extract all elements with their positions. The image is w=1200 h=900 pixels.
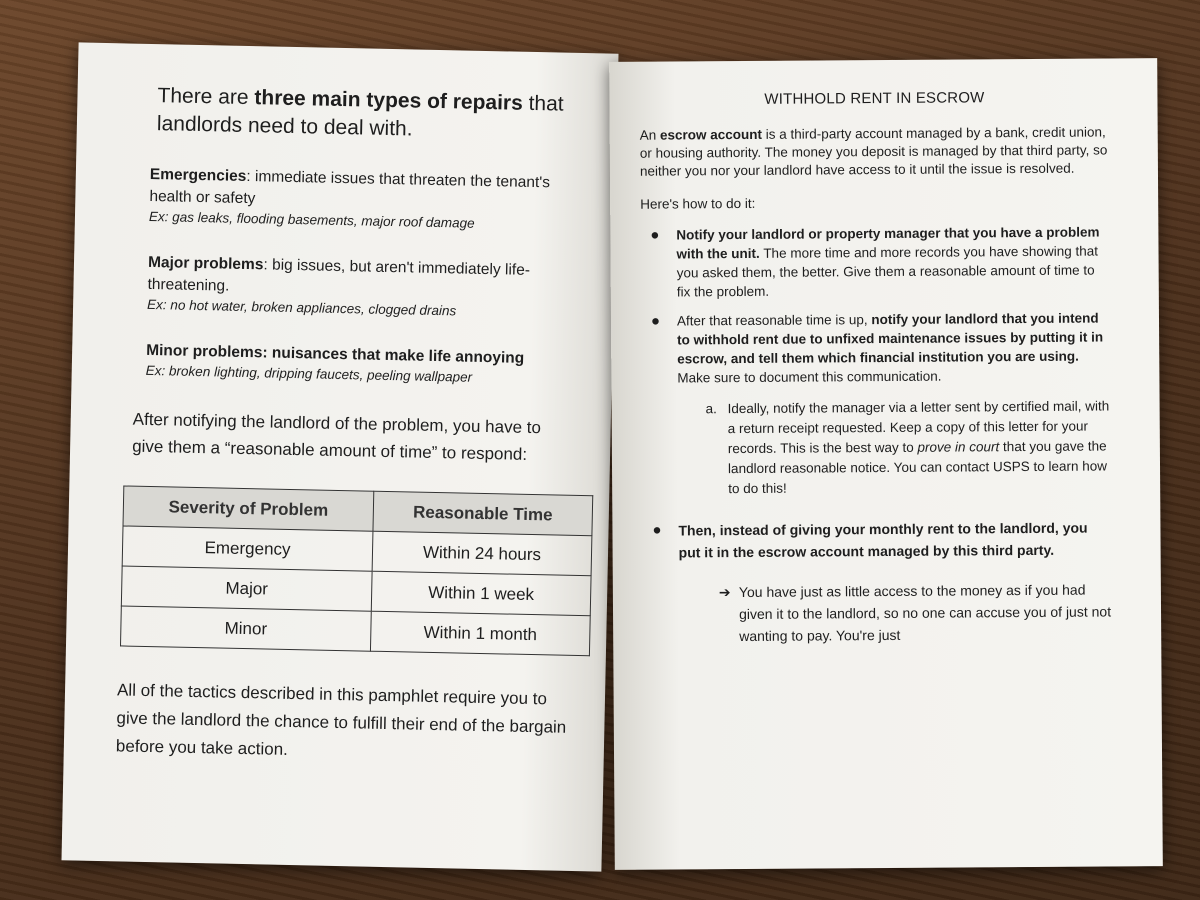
repair-type-emergencies — [149, 164, 578, 235]
repair-type-example: Ex: broken lighting, dripping faucets, peeling wallpaper — [145, 362, 473, 385]
table-cell: Within 24 hours — [372, 531, 592, 576]
repair-type-name: Emergencies — [149, 165, 247, 185]
list-item — [641, 308, 1112, 387]
table-header: Severity of Problem — [123, 486, 374, 531]
bullet-bold: notify your landlord that you intend to withhold rent due to unfixed maintenance issues by putting it in escrow, and tell them which financial institution you are using. — [677, 310, 1104, 367]
repair-type-major — [147, 252, 576, 323]
bullet-bold: Then, instead of giving your monthly rent to the landlord, you put it in the escrow account managed by this third party. — [678, 519, 1088, 561]
table-cell: Minor — [120, 606, 371, 651]
list-item — [642, 516, 1112, 563]
sub-item-text-italic: prove in court — [917, 439, 1000, 455]
intro-bold-term: escrow account — [659, 126, 763, 143]
how-to-label: Here's how to do it: — [640, 195, 756, 212]
left-page — [61, 42, 618, 871]
sub-item-marker: a. — [705, 401, 717, 417]
heading-text-bold: three main types of repairs — [254, 86, 524, 115]
table-cell: Within 1 month — [370, 611, 590, 656]
table-cell: Within 1 week — [371, 571, 591, 616]
bullet-bold: Notify your landlord or property manager that you have a problem with the unit. — [676, 224, 1100, 262]
intro-pre: An — [639, 127, 661, 143]
bullet-dot-icon: ● — [650, 226, 660, 244]
repair-type-example: Ex: gas leaks, flooding basements, major roof damage — [148, 208, 475, 231]
closing-paragraph: All of the tactics described in this pamphlet require you to give the landlord the chance to fulfill their end of the bargain before you take action. — [115, 680, 567, 759]
reasonable-time-table — [120, 485, 593, 656]
left-page-content — [115, 82, 580, 770]
list-item — [640, 222, 1111, 301]
escrow-intro — [640, 123, 1110, 180]
repair-type-desc: : immediate issues that threaten the tenant's health or safety — [149, 167, 551, 208]
repair-type-desc: : big issues, but aren't immediately life-threatening. — [147, 256, 531, 295]
sub-item-text-post: that you gave the landlord reasonable notice. You can contact USPS to learn how to do this! — [727, 438, 1108, 497]
arrow-item-text: You have just as little access to the money as if you had given it to the landlord, so no one can accuse you of just not wanting to pay. You're just — [738, 581, 1112, 645]
table-header: Reasonable Time — [373, 491, 593, 536]
notify-paragraph: After notifying the landlord of the problem, you have to give them a “reasonable amount of time” to respond: — [131, 409, 542, 464]
repair-type-example: Ex: no hot water, broken appliances, clogged drains — [146, 296, 457, 319]
repair-type-name: Minor problems: nuisances that make life annoying — [146, 341, 525, 367]
arrow-list-item — [643, 578, 1113, 647]
heading-text-post: that landlords need to deal with. — [156, 91, 564, 141]
bullet-post: The more time and more records you have showing that you asked them, the better. Give them a reasonable amount of time to fix the problem. — [676, 243, 1099, 300]
bullet-pre: After that reasonable time is up, — [676, 312, 872, 329]
bullet-dot-icon: ● — [652, 521, 662, 539]
intro-post: is a third-party account managed by a bank, credit union, or housing authority. The money you deposit is managed by that third party, so neither you nor your landlord have access to it until the issue is resolved. — [639, 124, 1108, 179]
bullet-post: Make sure to document this communication. — [677, 368, 942, 386]
arrow-right-icon: ➔ — [718, 584, 731, 601]
repair-type-name: Major problems — [147, 253, 264, 274]
section-title: WITHHOLD RENT IN ESCROW — [764, 89, 985, 108]
sub-item-text-pre: Ideally, notify the manager via a letter sent by certified mail, with a return receipt requested. Keep a copy of this letter for your records. This is the best way to — [727, 398, 1110, 457]
table-cell: Major — [121, 566, 372, 611]
sub-list-item — [642, 396, 1113, 499]
heading-text-pre: There are — [157, 84, 255, 110]
right-page — [609, 58, 1163, 870]
repair-type-minor — [146, 340, 575, 389]
bullet-dot-icon: ● — [650, 312, 661, 330]
repairs-heading — [157, 82, 580, 147]
right-page-content — [639, 88, 1113, 647]
table-cell: Emergency — [122, 526, 373, 571]
table-row — [120, 606, 590, 656]
